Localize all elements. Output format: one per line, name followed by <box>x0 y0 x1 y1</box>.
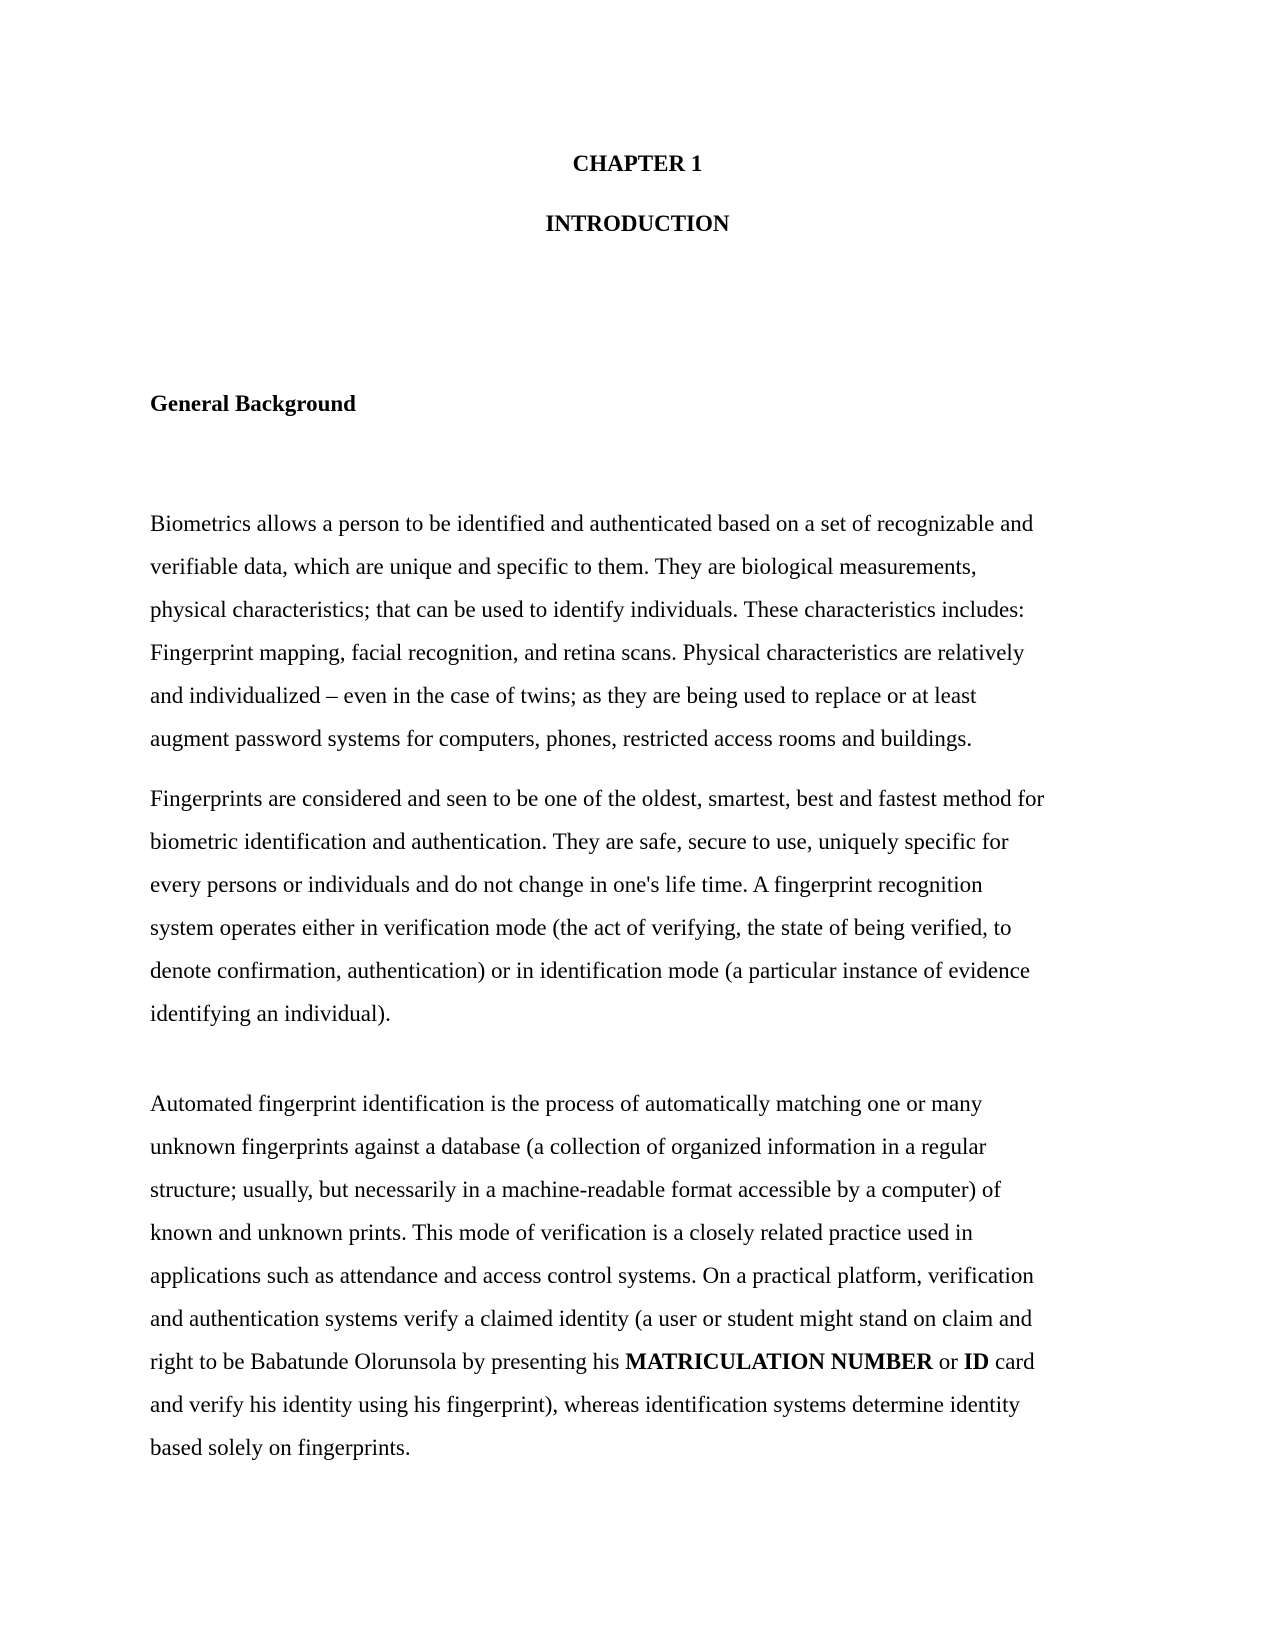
paragraph-line: every persons or individuals and do not change in one's life time. A fingerprint recognition <box>150 872 983 897</box>
line-text: or <box>933 1349 964 1374</box>
paragraph-line: unknown fingerprints against a database (a collection of organized information in a regular <box>150 1134 987 1159</box>
bold-id: ID <box>963 1349 990 1374</box>
paragraph-line-mixed <box>150 1340 1130 1383</box>
paragraph-line: Automated fingerprint identification is the process of automatically matching one or many <box>150 1091 983 1116</box>
paragraph-line: identifying an individual). <box>150 1001 391 1026</box>
paragraph-line: based solely on fingerprints. <box>150 1435 411 1460</box>
paragraph-automated-identification <box>150 1082 1130 1469</box>
paragraph-line: Fingerprint mapping, facial recognition, and retina scans. Physical characteristics are relatively <box>150 640 1025 665</box>
paragraph-fingerprints <box>150 777 1130 1035</box>
paragraph-line: and individualized – even in the case of twins; as they are being used to replace or at least <box>150 683 977 708</box>
paragraph-line: system operates either in verification mode (the act of verifying, the state of being verified, to <box>150 915 1012 940</box>
paragraph-line: structure; usually, but necessarily in a machine-readable format accessible by a computer) of <box>150 1177 1002 1202</box>
paragraph-line: Biometrics allows a person to be identified and authenticated based on a set of recognizable and <box>150 511 1034 536</box>
paragraph-line: physical characteristics; that can be used to identify individuals. These characteristics includes: <box>150 597 1025 622</box>
bold-matriculation-number: MATRICULATION NUMBER <box>625 1349 934 1374</box>
line-text: card <box>989 1349 1035 1374</box>
paragraph-line: augment password systems for computers, phones, restricted access rooms and buildings. <box>150 726 973 751</box>
paragraph-line: verifiable data, which are unique and specific to them. They are biological measurements, <box>150 554 977 579</box>
paragraph-line: known and unknown prints. This mode of verification is a closely related practice used in <box>150 1220 973 1245</box>
paragraph-biometrics <box>150 502 1130 760</box>
paragraph-line: and authentication systems verify a claimed identity (a user or student might stand on claim and <box>150 1306 1033 1331</box>
paragraph-line: Fingerprints are considered and seen to be one of the oldest, smartest, best and fastest method for <box>150 786 1045 811</box>
paragraph-line: biometric identification and authentication. They are safe, secure to use, uniquely specific for <box>150 829 1009 854</box>
chapter-number: CHAPTER 1 <box>572 151 703 176</box>
section-heading: General Background <box>150 391 356 416</box>
chapter-title: INTRODUCTION <box>545 211 730 236</box>
paragraph-line: and verify his identity using his fingerprint), whereas identification systems determine identity <box>150 1392 1020 1417</box>
paragraph-line: denote confirmation, authentication) or in identification mode (a particular instance of evidence <box>150 958 1031 983</box>
paragraph-line: applications such as attendance and access control systems. On a practical platform, verification <box>150 1263 1034 1288</box>
line-text: right to be Babatunde Olorunsola by presenting his <box>150 1349 626 1374</box>
